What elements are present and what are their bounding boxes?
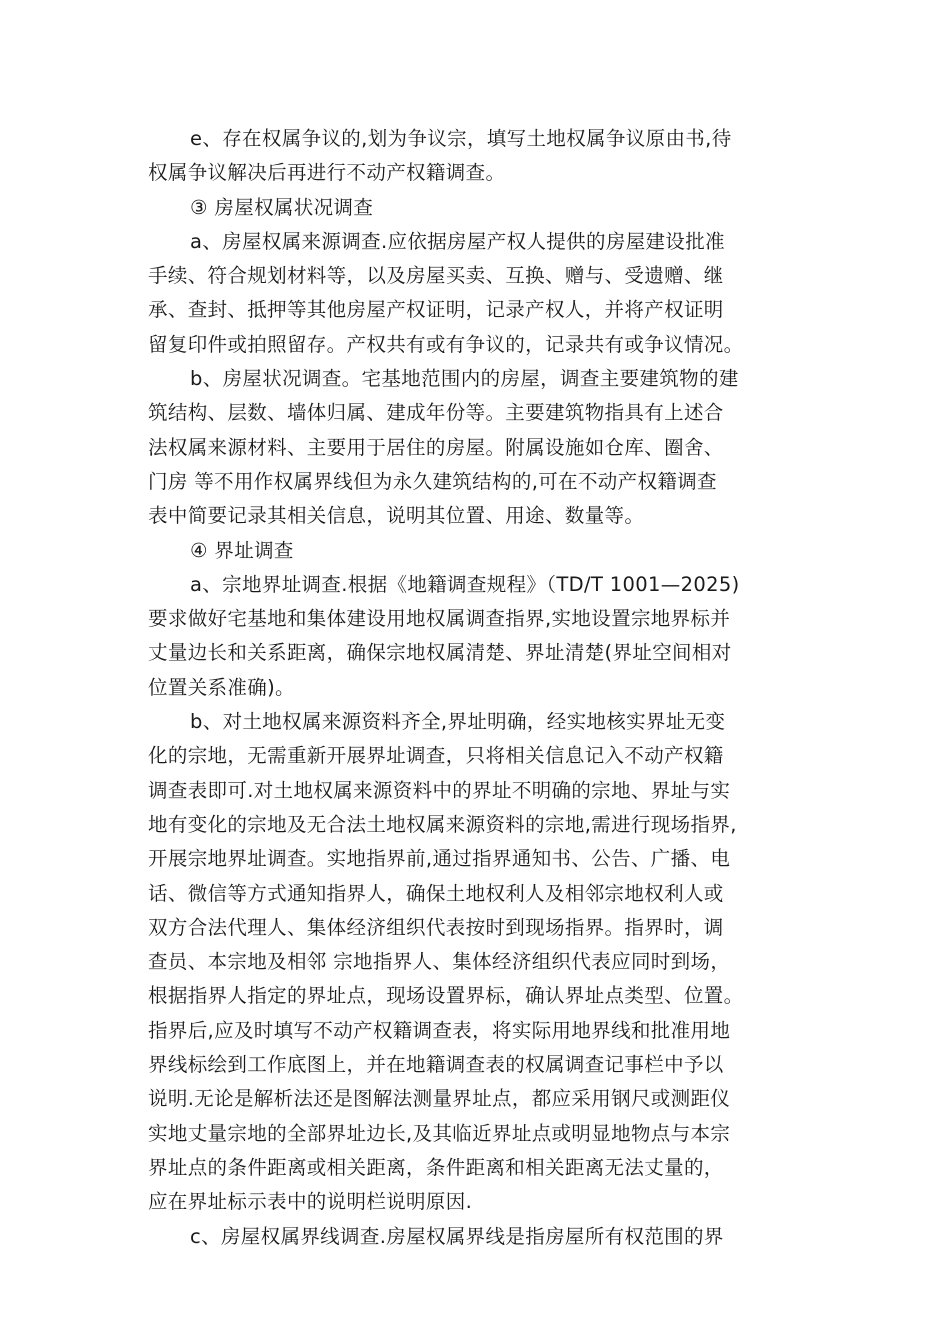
text-line: 手续、符合规划材料等，以及房屋买卖、互换、赠与、受遗赠、继	[148, 264, 724, 288]
text-line: a、宗地界址调查.根据《地籍调查规程》（TD/T 1001—2025)	[190, 572, 740, 596]
text-line: c、房屋权属界线调查.房屋权属界线是指房屋所有权范围的界	[190, 1224, 724, 1248]
text-line: 留复印件或拍照留存。产权共有或有争议的，记录共有或争议情况。	[148, 332, 744, 356]
text-line: 应在界址标示表中的说明栏说明原因.	[148, 1190, 473, 1214]
text-line: 筑结构、层数、墙体归属、建成年份等。主要建筑物指具有上述合	[148, 401, 724, 425]
text-line: 门房 等不用作权属界线但为永久建筑结构的,可在不动产权籍调查	[148, 469, 717, 493]
text-line: ④ 界址调查	[190, 538, 294, 562]
text-line: 界线标绘到工作底图上，并在地籍调查表的权属调查记事栏中予以	[148, 1053, 724, 1077]
text-line: 说明.无论是解析法还是图解法测量界址点，都应采用钢尺或测距仪	[148, 1087, 731, 1111]
text-line: 根据指界人指定的界址点，现场设置界标，确认界址点类型、位置。	[148, 984, 744, 1008]
text-line: 查员、本宗地及相邻 宗地指界人、集体经济组织代表应同时到场，	[148, 950, 731, 974]
text-line: 话、微信等方式通知指界人，确保土地权利人及相邻宗地权利人或	[148, 881, 724, 905]
text-line: ③ 房屋权属状况调查	[190, 195, 374, 219]
text-line: 界址点的条件距离或相关距离，条件距离和相关距离无法丈量的，	[148, 1155, 724, 1179]
text-line: b、房屋状况调查。宅基地范围内的房屋，调查主要建筑物的建	[190, 367, 739, 391]
text-line: a、房屋权属来源调查.应依据房屋产权人提供的房屋建设批准	[190, 229, 725, 253]
text-line: 表中简要记录其相关信息，说明其位置、用途、数量等。	[148, 504, 645, 528]
text-line: 地有变化的宗地及无合法土地权属来源资料的宗地,需进行现场指界,	[148, 812, 737, 836]
text-line: e、存在权属争议的,划为争议宗，填写土地权属争议原由书,待	[190, 127, 732, 150]
body-text	[148, 122, 808, 1254]
text-line: b、对土地权属来源资料齐全,界址明确，经实地核实界址无变	[190, 710, 726, 734]
text-line: 要求做好宅基地和集体建设用地权属调查指界,实地设置宗地界标并	[148, 607, 731, 631]
text-line: 权属争议解决后再进行不动产权籍调查。	[148, 161, 506, 185]
text-line: 法权属来源材料、主要用于居住的房屋。附属设施如仓库、圈舍、	[148, 435, 724, 459]
text-line: 化的宗地，无需重新开展界址调查，只将相关信息记入不动产权籍	[148, 744, 724, 768]
text-line: 承、查封、抵押等其他房屋产权证明，记录产权人，并将产权证明	[148, 298, 724, 322]
text-line: 丈量边长和关系距离，确保宗地权属清楚、界址清楚(界址空间相对	[148, 641, 732, 665]
text-line: 指界后,应及时填写不动产权籍调查表，将实际用地界线和批准用地	[148, 1018, 731, 1042]
text-line: 双方合法代理人、集体经济组织代表按时到现场指界。指界时，调	[148, 915, 724, 939]
text-line: 位置关系准确)。	[148, 675, 295, 699]
text-line: 实地丈量宗地的全部界址边长,及其临近界址点或明显地物点与本宗	[148, 1121, 731, 1145]
text-line: 调查表即可.对土地权属来源资料中的界址不明确的宗地、界址与实	[148, 778, 731, 802]
text-line: 开展宗地界址调查。实地指界前,通过指界通知书、公告、广播、电	[148, 847, 731, 871]
